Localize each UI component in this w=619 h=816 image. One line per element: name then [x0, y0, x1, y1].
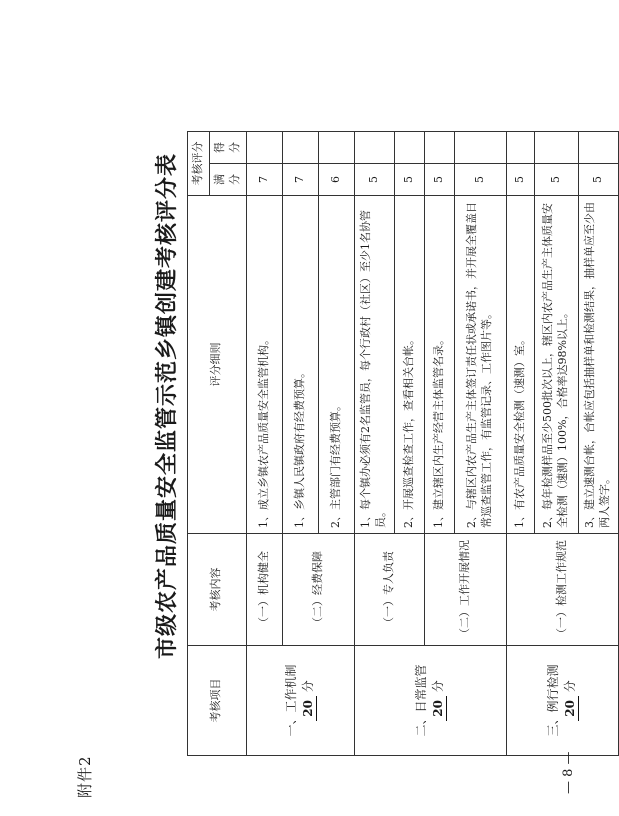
header-full-score: 满分 [209, 164, 246, 196]
item-cell-2 [354, 646, 506, 756]
item-unit: 分 [562, 680, 577, 693]
rule-cell: 1、乡镇人民镇政府有经费预算。 [282, 196, 318, 534]
got-score-cell [578, 132, 618, 164]
table-row [246, 132, 282, 756]
got-score-cell [394, 132, 424, 164]
item-label: 三、例行检测 [546, 664, 561, 737]
item-unit: 分 [430, 680, 445, 693]
rule-cell: 2、主管部门有经费预算。 [318, 196, 354, 534]
got-score-cell [424, 132, 454, 164]
rule-cell: 1、每个镇办必须有2名监管员，每个行政村（社区）至少1名协管员。 [354, 196, 394, 534]
item-points: 20 [562, 696, 579, 721]
content-cell: （一）检测工作规范 [506, 534, 618, 646]
item-cell-3 [506, 646, 618, 756]
table-row [354, 132, 394, 756]
page-number: — 8 — [561, 751, 576, 794]
item-points: 20 [430, 696, 447, 721]
document-title: 市级农产品质量安全监管示范乡镇创建考核评分表 [154, 153, 180, 660]
full-score-cell: 5 [424, 164, 454, 196]
got-score-cell [506, 132, 534, 164]
full-score-cell: 5 [578, 164, 618, 196]
scoring-table [187, 131, 619, 756]
got-score-cell [534, 132, 578, 164]
item-cell-1 [246, 646, 354, 756]
header-score-group: 考核评分 [188, 132, 210, 196]
full-score-cell: 5 [394, 164, 424, 196]
rule-cell: 1、建立辖区内生产经营主体监管名录。 [424, 196, 454, 534]
item-points: 20 [300, 696, 317, 721]
full-score-cell: 7 [282, 164, 318, 196]
item-unit: 分 [300, 680, 315, 693]
item-label: 一、工作机制 [284, 664, 299, 737]
rule-cell: 3、建立速测台帐，台帐应包括抽样单和检测结果，抽样单应至少由两人签字。 [578, 196, 618, 534]
item-label: 二、日常监管 [414, 664, 429, 737]
header-rules: 评分细则 [188, 196, 247, 534]
attachment-label: 附件2 [76, 755, 94, 798]
table-row [506, 132, 534, 756]
rule-cell: 2、开展巡查检查工作，查看相关台帐。 [394, 196, 424, 534]
full-score-cell: 5 [534, 164, 578, 196]
content-cell: （一）机构健全 [246, 534, 282, 646]
full-score-cell: 5 [354, 164, 394, 196]
got-score-cell [354, 132, 394, 164]
full-score-cell: 7 [246, 164, 282, 196]
got-score-cell [454, 132, 506, 164]
full-score-cell: 6 [318, 164, 354, 196]
header-got-score: 得分 [209, 132, 246, 164]
rule-cell: 2、与辖区内农产品生产主体签订责任状或承诺书，并开展全覆盖日常巡查监管工作，有监管记录、工作图片等。 [454, 196, 506, 534]
got-score-cell [318, 132, 354, 164]
rule-cell: 1、有农产品质量安全检测（速测）室。 [506, 196, 534, 534]
content-cell: （一）专人负责 [354, 534, 424, 646]
got-score-cell [246, 132, 282, 164]
got-score-cell [282, 132, 318, 164]
content-cell: （二）工作开展情况 [424, 534, 506, 646]
content-cell: （二）经费保障 [282, 534, 354, 646]
full-score-cell: 5 [506, 164, 534, 196]
header-content: 考核内容 [188, 534, 247, 646]
full-score-cell: 5 [454, 164, 506, 196]
rule-cell: 2、每年检测样品至少500批次以上，辖区内农产品生产主体质量安全检测（速测）100%，合格率达98%以上。 [534, 196, 578, 534]
header-item: 考核项目 [188, 646, 247, 756]
rule-cell: 1、成立乡镇农产品质量安全监管机构。 [246, 196, 282, 534]
